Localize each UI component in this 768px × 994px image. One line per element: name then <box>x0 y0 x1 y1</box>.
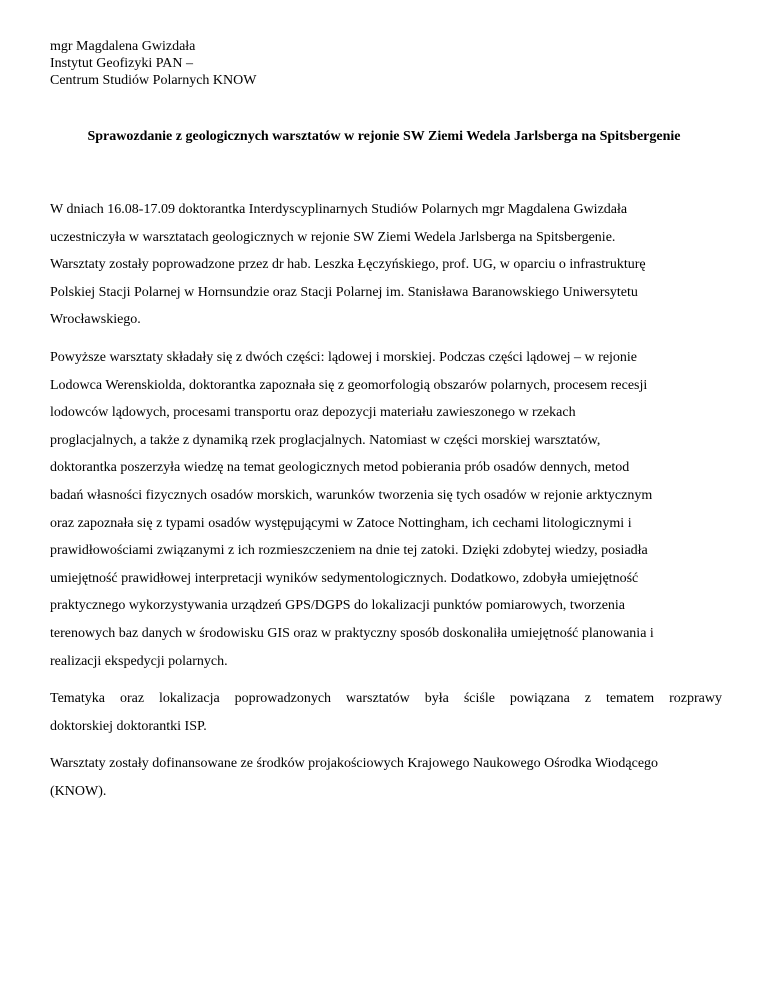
paragraph-line: Wrocławskiego. <box>50 312 141 328</box>
paragraph-line: Warsztaty zostały dofinansowane ze środków projakościowych Krajowego Naukowego Ośrodka Wiodącego <box>50 756 659 772</box>
paragraph-line: terenowych baz danych w środowisku GIS oraz w praktyczny sposób doskonaliła umiejętność planowania i <box>50 625 654 641</box>
report-title: Sprawozdanie z geologicznych warsztatów w rejonie SW Ziemi Wedela Jarlsberga na Spitsbergenie <box>87 129 681 144</box>
paragraph-line: W dniach 16.08-17.09 doktorantka Interdyscyplinarnych Studiów Polarnych mgr Magdalena Gwizdała <box>50 202 628 217</box>
paragraph-4 <box>50 750 722 805</box>
paragraph-line: praktycznego wykorzystywania urządzeń GPS/DGPS do lokalizacji punktów pomiarowych, tworzenia <box>50 598 626 614</box>
paragraph-1 <box>50 196 722 334</box>
author-block <box>50 38 256 89</box>
report-body <box>50 196 722 815</box>
paragraph-3 <box>50 685 722 740</box>
paragraph-line: Tematyka oraz lokalizacja poprowadzonych warsztatów była ściśle powiązana z tematem rozprawy <box>50 691 722 707</box>
paragraph-line: Warsztaty zostały poprowadzone przez dr hab. Leszka Łęczyńskiego, prof. UG, w oparciu o infrastrukturę <box>50 257 646 273</box>
paragraph-line: Powyższe warsztaty składały się z dwóch części: lądowej i morskiej. Podczas części lądowej – w rejonie <box>50 349 638 365</box>
paragraph-line: (KNOW). <box>50 783 107 799</box>
paragraph-line: realizacji ekspedycji polarnych. <box>50 653 228 669</box>
institute-line-1: Instytut Geofizyki PAN – <box>50 56 193 71</box>
paragraph-2 <box>50 344 722 675</box>
paragraph-line: doktorskiej doktorantki ISP. <box>50 718 207 734</box>
paragraph-line: Polskiej Stacji Polarnej w Hornsundzie oraz Stacji Polarnej im. Stanisława Baranowskiego Uniwersytetu <box>50 284 638 300</box>
author-name: mgr Magdalena Gwizdała <box>50 39 196 54</box>
paragraph-line: uczestniczyła w warsztatach geologicznych w rejonie SW Ziemi Wedela Jarlsberga na Spitsbergenie. <box>50 229 616 245</box>
paragraph-line: proglacjalnych, a także z dynamiką rzek proglacjalnych. Natomiast w części morskiej warsztatów, <box>50 432 601 448</box>
paragraph-line: prawidłowościami związanymi z ich rozmieszczeniem na dnie tej zatoki. Dzięki zdobytej wiedzy, posiadła <box>50 543 648 559</box>
paragraph-line: badań własności fizycznych osadów morskich, warunków tworzenia się tych osadów w rejonie arktycznym <box>50 487 653 503</box>
paragraph-line: oraz zapoznała się z typami osadów występującymi w Zatoce Nottingham, ich cechami litologicznymi i <box>50 515 632 531</box>
paragraph-line: lodowców lądowych, procesami transportu oraz depozycji materiału zawieszonego w rzekach <box>50 405 576 421</box>
paragraph-line: Lodowca Werenskiolda, doktorantka zapoznała się z geomorfologią obszarów polarnych, procesem recesji <box>50 377 648 393</box>
paragraph-line: umiejętność prawidłowej interpretacji wyników sedymentologicznych. Dodatkowo, zdobyła umiejętność <box>50 570 639 586</box>
paragraph-line: doktorantka poszerzyła wiedzę na temat geologicznych metod pobierania prób osadów dennych, metod <box>50 460 630 476</box>
institute-line-2: Centrum Studiów Polarnych KNOW <box>50 73 257 88</box>
